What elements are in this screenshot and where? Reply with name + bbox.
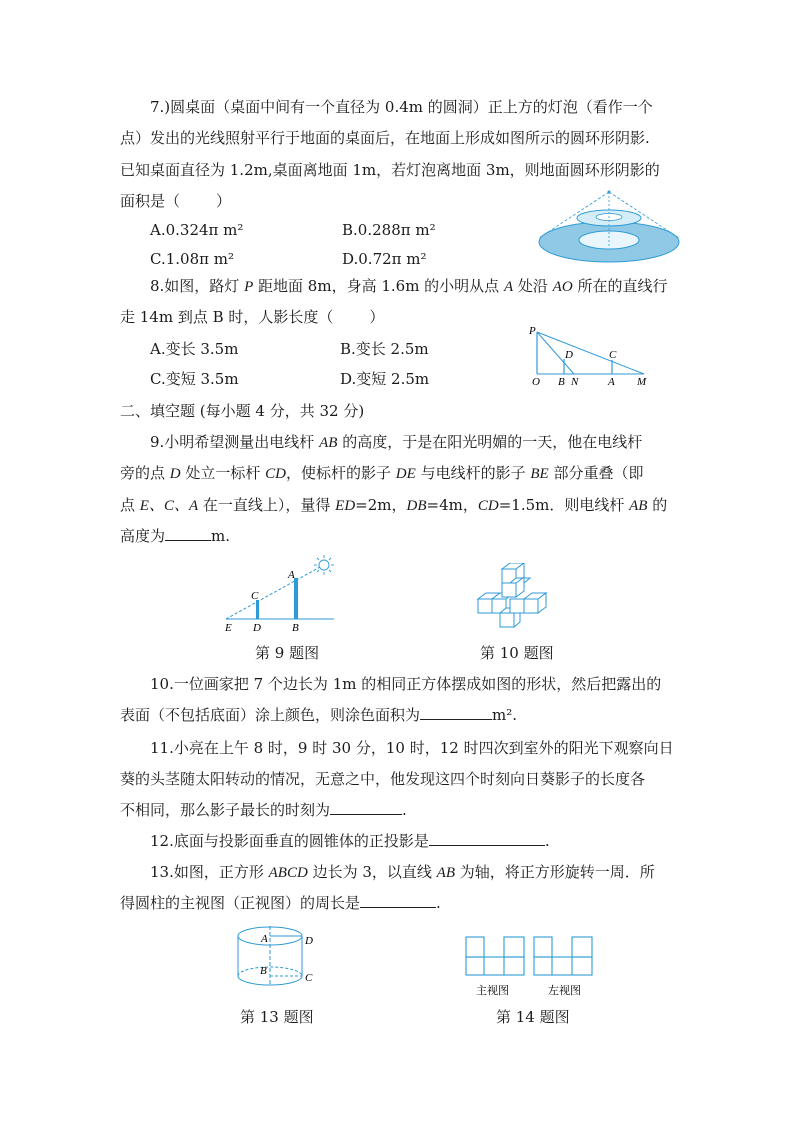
q9-line2: 旁的点 D 处立一标杆 CD，使标杆的影子 DE 与电线杆的影子 BE 部分重叠（即 — [120, 464, 644, 482]
label-C: C — [251, 590, 259, 602]
sun-icon — [314, 555, 334, 575]
label-P: P — [529, 325, 536, 337]
q11-line3: 不相同，那么影子最长的时刻为 . — [120, 801, 407, 819]
q11-line2: 葵的头茎随太阳转动的情况，无意之中，他发现这四个时刻向日葵影子的长度各 — [120, 770, 646, 788]
label-C: C — [609, 349, 617, 361]
q7-line4 — [120, 186, 231, 217]
q14-figure — [462, 933, 602, 1003]
label-M: M — [637, 376, 647, 388]
q9-line4: 高度为 m. — [120, 527, 231, 545]
label-N: N — [571, 376, 579, 388]
q7-line3: 已知桌面直径为 1.2m,桌面离地面 1m，若灯泡离地面 3m，则地面圆环形阴影的 — [120, 161, 660, 179]
q7-option-a: A.0.324π m² — [150, 221, 244, 239]
q9-figure — [222, 553, 342, 635]
q12-answer-blank[interactable] — [429, 831, 545, 846]
q8-line2: 走 14m 到点 B 时，人影长度（ ） — [120, 308, 385, 326]
q11-answer-blank[interactable] — [330, 800, 402, 815]
label-D: D — [305, 935, 313, 947]
front-view-label: 主视图 — [476, 985, 509, 997]
q8-option-c: C.变短 3.5m — [150, 370, 239, 388]
q7-option-d: D.0.72π m² — [342, 250, 427, 268]
q8-figure — [524, 322, 654, 388]
q13-answer-blank[interactable] — [360, 893, 436, 908]
q9-caption: 第 9 题图 — [255, 644, 320, 662]
q7-stem-end: 面积是（ — [120, 192, 181, 210]
q7-line2: 点）发出的光线照射平行于地面的桌面后，在地面上形成如图所示的圆环形阴影. — [120, 129, 650, 147]
q10-answer-blank[interactable] — [420, 705, 492, 720]
label-E: E — [225, 622, 232, 634]
q8-option-b: B.变长 2.5m — [340, 340, 429, 358]
q7-line1: 7.)圆桌面（桌面中间有一个直径为 0.4m 的圆洞）正上方的灯泡（看作一个 — [150, 98, 653, 116]
q13-line1: 13.如图，正方形 ABCD 边长为 3，以直线 AB 为轴，将正方形旋转一周．所 — [150, 863, 655, 881]
q8-option-d: D.变短 2.5m — [340, 370, 430, 388]
label-B: B — [292, 622, 299, 634]
q10-caption: 第 10 题图 — [480, 644, 554, 662]
label-A: A — [261, 933, 268, 945]
q7-paren-close: ） — [216, 192, 232, 210]
section-fill-in-heading: 二、填空题 (每小题 4 分，共 32 分) — [120, 402, 365, 420]
q10-line2: 表面（不包括底面）涂上颜色，则涂色面积为 m². — [120, 706, 518, 724]
label-O: O — [532, 376, 540, 388]
q12-line1: 12.底面与投影面垂直的圆锥体的正投影是 . — [150, 832, 550, 850]
q13-figure — [232, 922, 322, 992]
label-B: B — [260, 965, 267, 977]
q13-caption: 第 13 题图 — [240, 1008, 314, 1026]
q7-figure — [535, 188, 683, 266]
label-A: A — [288, 569, 295, 581]
q8-option-a: A.变长 3.5m — [150, 340, 239, 358]
q9-answer-blank[interactable] — [165, 526, 211, 541]
q9-line3: 点 E、C、A 在一直线上），量得 ED=2m，DB=4m，CD=1.5m．则电线杆 AB 的 — [120, 496, 668, 514]
front-view — [466, 937, 524, 975]
q7-option-c: C.1.08π m² — [150, 250, 234, 268]
left-view-label: 左视图 — [548, 985, 581, 997]
label-D: D — [565, 349, 573, 361]
q10-figure — [474, 563, 554, 635]
q9-line1: 9.小明希望测量出电线杆 AB 的高度，于是在阳光明媚的一天，他在电线杆 — [150, 433, 643, 451]
q10-line1: 10.一位画家把 7 个边长为 1m 的相同正方体摆成如图的形状，然后把露出的 — [150, 675, 662, 693]
lamp-point — [608, 191, 611, 194]
label-C: C — [305, 972, 313, 984]
q14-caption: 第 14 题图 — [496, 1008, 570, 1026]
left-view — [534, 937, 592, 975]
label-D: D — [253, 622, 261, 634]
label-B: B — [558, 376, 565, 388]
q7-option-b: B.0.288π m² — [342, 221, 436, 239]
q11-line1: 11.小亮在上午 8 时，9 时 30 分，10 时，12 时四次到室外的阳光下观察向日 — [150, 739, 674, 757]
q13-line2: 得圆柱的主视图（正视图）的周长是 . — [120, 894, 441, 912]
label-A: A — [608, 376, 615, 388]
q8-line1: 8.如图，路灯 P 距地面 8m，身高 1.6m 的小明从点 A 处沿 AO 所在的直线行 — [150, 277, 668, 295]
